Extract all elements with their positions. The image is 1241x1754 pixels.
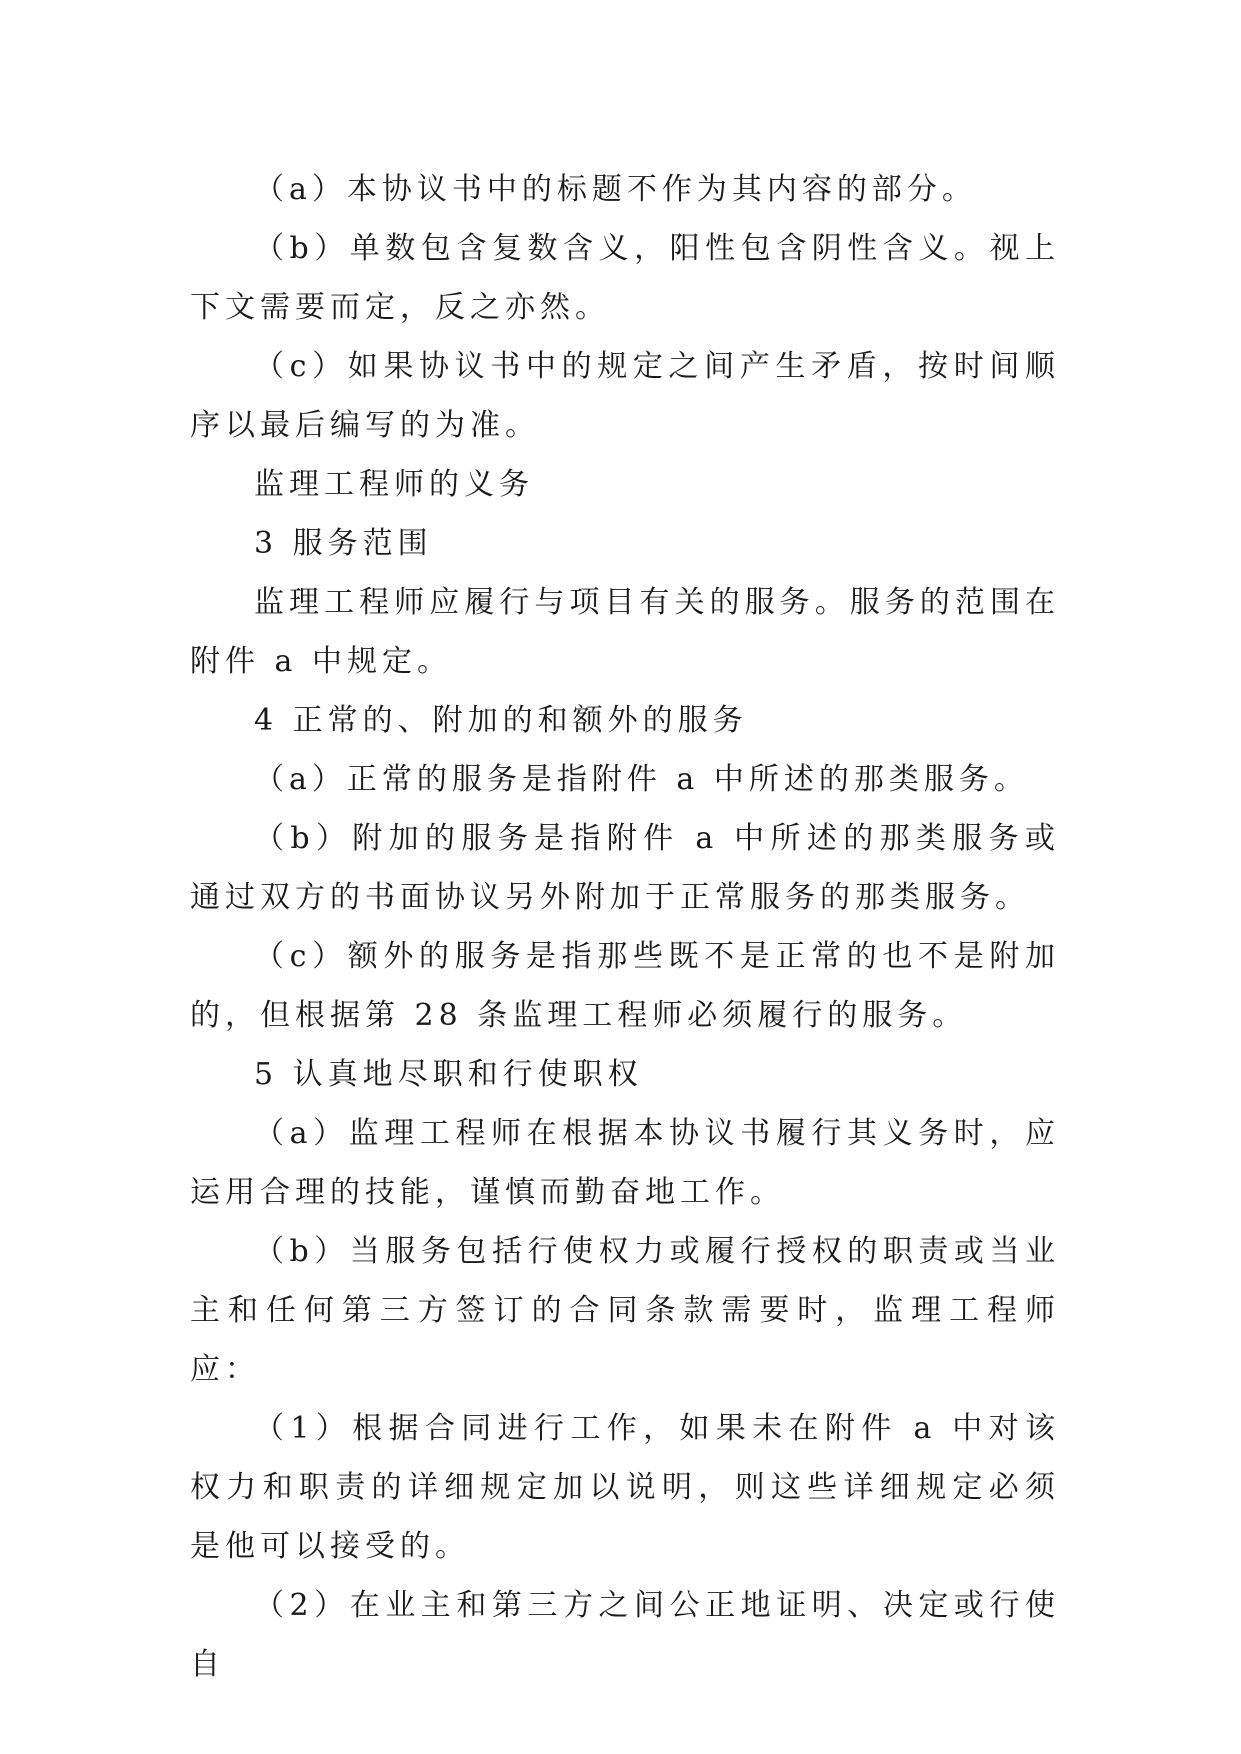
paragraph-a-headings: （a）本协议书中的标题不作为其内容的部分。 (254, 172, 977, 207)
clause-5-b-1: （1）根据合同进行工作，如果未在附件 a 中对该权力和职责的详细规定加以说明，则这些详细规定必须是他可以接受的。 (190, 1411, 1060, 1564)
clause-5-heading: 5 认真地尽职和行使职权 (254, 1057, 643, 1092)
clause-5-a: （a）监理工程师在根据本协议书履行其义务时，应运用合理的技能，谨慎而勤奋地工作。 (190, 1116, 1060, 1210)
clause-4-b: （b）附加的服务是指附件 a 中所述的那类服务或通过双方的书面协议另外附加于正常服务的那类服务。 (190, 821, 1060, 915)
clause-3-body: 监理工程师应履行与项目有关的服务。服务的范围在附件 a 中规定。 (190, 585, 1060, 679)
clause-5-b: （b）当服务包括行使权力或履行授权的职责或当业主和任何第三方签订的合同条款需要时，监理工程师应： (190, 1234, 1060, 1387)
clause-4-a: （a）正常的服务是指附件 a 中所述的那类服务。 (254, 762, 1029, 797)
clause-3-heading: 3 服务范围 (254, 526, 433, 561)
paragraph-c-conflicts: （c）如果协议书中的规定之间产生矛盾，按时间顺序以最后编写的为准。 (190, 349, 1060, 443)
clause-5-b-2: （2）在业主和第三方之间公正地证明、决定或行使自 (190, 1588, 1060, 1682)
paragraph-b-singular-plural: （b）单数包含复数含义，阳性包含阴性含义。视上下文需要而定，反之亦然。 (190, 231, 1060, 325)
clause-4-c: （c）额外的服务是指那些既不是正常的也不是附加的，但根据第 28 条监理工程师必须履行的服务。 (190, 939, 1060, 1033)
document-body (190, 160, 1060, 1694)
section-heading-engineer-duties: 监理工程师的义务 (254, 467, 534, 502)
clause-4-heading: 4 正常的、附加的和额外的服务 (254, 703, 748, 738)
